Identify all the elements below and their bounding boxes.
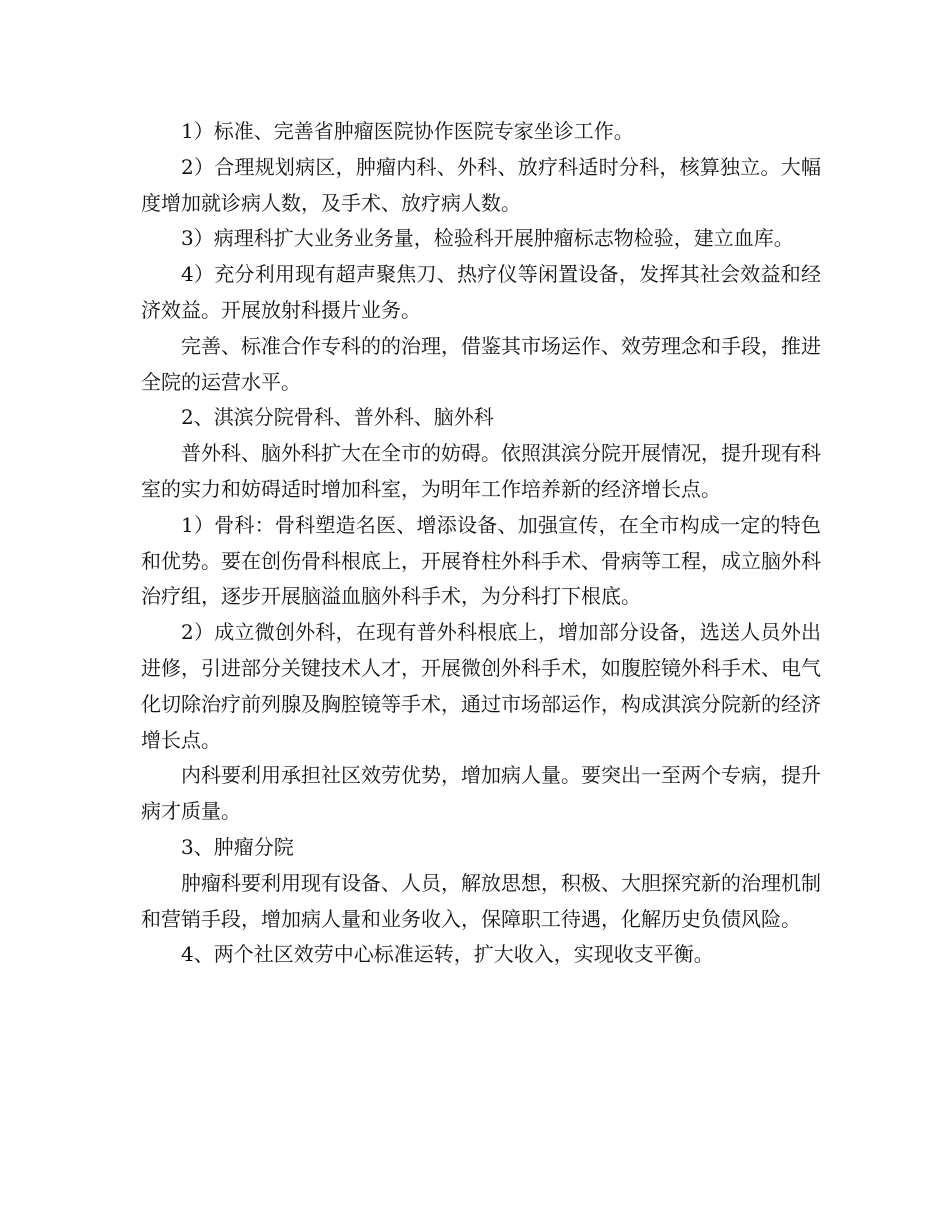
section-heading-3: 3、肿瘤分院 [181,834,294,859]
paragraph-13: 4、两个社区效劳中心标准运转，扩大收入，实现收支平衡。 [181,942,714,967]
paragraph-5: 完善、标准合作专科的的治理，借鉴其市场运作、效劳理念和手段，推进全院的运营水平。 [141,333,821,394]
paragraph-2: 2）合理规划病区，肿瘤内科、外科、放疗科适时分科，核算独立。大幅度增加就诊病人数，及手术、放疗病人数。 [141,154,821,215]
paragraph-12: 肿瘤科要利用现有设备、人员，解放思想，积极、大胆探究新的治理机制和营销手段，增加病人量和业务收入，保障职工待遇，化解历史负债风险。 [141,870,821,931]
paragraph-1: 1）标准、完善省肿瘤医院协作医院专家坐诊工作。 [181,119,634,143]
paragraph-8: 1）骨科：骨科塑造名医、增添设备、加强宣传，在全市构成一定的特色和优势。要在创伤骨科根底上，开展脊柱外科手术、骨病等工程，成立脑外科治疗组，逐步开展脑溢血脑外科手术，为分科打下根底。 [141,512,821,609]
paragraph-9: 2）成立微创外科，在现有普外科根底上，增加部分设备，选送人员外出进修，引进部分关键技术人才，开展微创外科手术，如腹腔镜外科手术、电气化切除治疗前列腺及胸腔镜等手术，通过市场部运作，构成淇滨分院新的经济增长点。 [141,620,821,752]
section-heading-2: 2、淇滨分院骨科、普外科、脑外科 [181,405,494,430]
paragraph-4: 4）充分利用现有超声聚焦刀、热疗仪等闲置设备，发挥其社会效益和经济效益。开展放射科摄片业务。 [141,262,821,322]
paragraph-3: 3）病理科扩大业务业务量，检验科开展肿瘤标志物检验，建立血库。 [181,226,794,251]
paragraph-7: 普外科、脑外科扩大在全市的妨碍。依照淇滨分院开展情况，提升现有科室的实力和妨碍适时增加科室，为明年工作培养新的经济增长点。 [141,441,821,501]
document-body [141,114,821,973]
paragraph-10: 内科要利用承担社区效劳优势，增加病人量。要突出一至两个专病，提升病才质量。 [141,763,821,824]
